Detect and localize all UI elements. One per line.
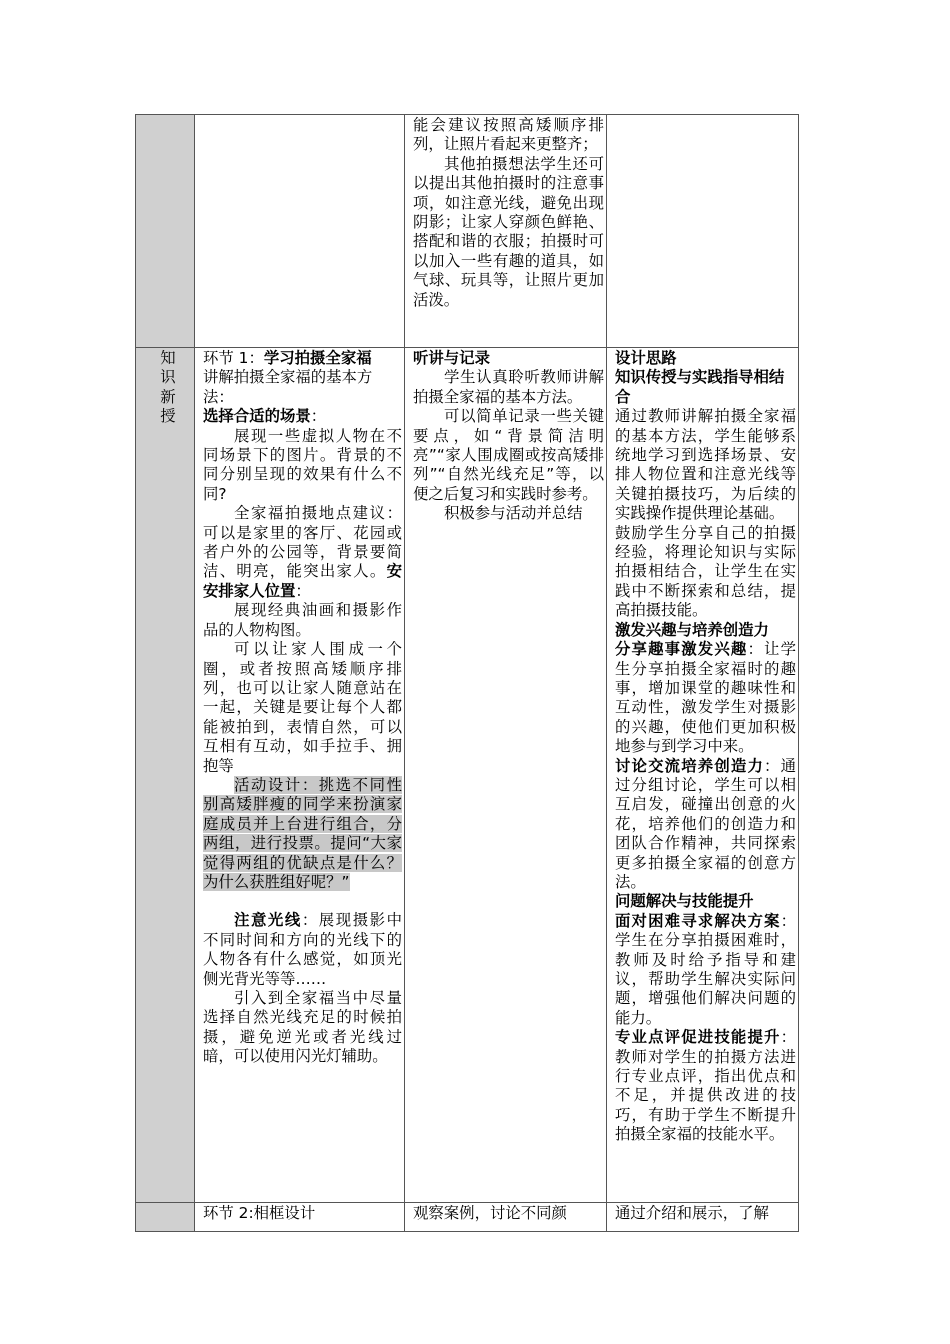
- scene-heading: 选择合适的场景: [203, 407, 311, 426]
- colon: ：: [310, 407, 327, 426]
- table-row-next: [136, 1203, 799, 1232]
- design-rationale-cell: [607, 348, 799, 1203]
- student-text: 学生认真聆听教师讲解拍摄全家福的基本方法。: [413, 368, 604, 406]
- design-heading: 设计思路: [615, 349, 677, 367]
- scene-suggestion: 全家福拍摄地点建议：可以是家里的客厅、花园或者户外的公园等，背景要简洁、明亮，能突出家人。: [203, 504, 402, 581]
- table-row-previous: [136, 115, 799, 348]
- colon: ：: [295, 581, 311, 600]
- arrange-text: 展现经典油画和摄影作品的人物构图。: [203, 601, 402, 639]
- design-group-heading: 激发兴趣与培养创造力: [615, 620, 769, 639]
- design-subheading: 面对困难寻求解决方案: [615, 911, 781, 930]
- design-group-heading: 问题解决与技能提升: [615, 892, 754, 911]
- student-text: 可以简单记录一些关键要点，如“背景简洁明亮”“家人围成圈或按高矮排列”“自然光线充足”等，以便之后复习和实践时参考。: [413, 407, 604, 503]
- table-row-knowledge: [136, 348, 799, 1203]
- next-student-text: 观察案例，讨论不同颜: [405, 1203, 607, 1232]
- design-subheading: 分享趣事激发兴趣: [615, 640, 748, 659]
- design-subheading: 专业点评促进技能提升: [615, 1028, 781, 1047]
- lesson-plan-table: [135, 114, 799, 1232]
- design-subheading: 讨论交流培养创造力: [615, 756, 765, 775]
- step-prefix: 环节 1：: [203, 349, 264, 367]
- design-text: ：学生在分享拍摄困难时，教师及时给予指导和建议，帮助学生解决实际问题，增强他们解决问题的能力。: [615, 911, 796, 1027]
- design-text: ：让学生分享拍摄全家福时的趣事，增加课堂的趣味性和互动性，激发学生对摄影的兴趣，使他们更加积极地参与到学习中来。: [615, 640, 796, 756]
- next-design-text: 通过介绍和展示，了解: [607, 1203, 799, 1232]
- design-cell-empty: [607, 115, 799, 348]
- light-text: ：展现摄影中不同时间和方向的光线下的人物各有什么感觉，如顶光侧光背光等等……: [203, 911, 402, 988]
- arrange-detail: 可以让家人围成一个圈，或者按照高矮顺序排列，也可以让家人随意站在一起，关键是要让每个人都能被拍到，表情自然，可以互相有互动，如手拉手、拥抱等: [203, 640, 402, 775]
- student-text: 其他拍摄想法学生还可以提出其他拍摄时的注意事项，如注意光线，避免出现阴影；让家人穿颜色鲜艳、搭配和谐的衣服；拍摄时可以加入一些有趣的道具，如气球、玩具等，让照片更加活泼。: [413, 154, 604, 309]
- design-text: ：教师对学生的拍摄方法进行专业点评，指出优点和不足，并提供改进的技巧，有助于学生不断提升拍摄全家福的技能水平。: [615, 1028, 796, 1144]
- student-text: 积极参与活动并总结: [444, 504, 583, 523]
- design-group-heading: 知识传授与实践指导相结合: [615, 368, 785, 406]
- light-detail: 引入到全家福当中尽量选择自然光线充足的时候拍摄，避免逆光或者光线过暗，可以使用闪光灯辅助。: [203, 989, 402, 1066]
- student-activity-cell: [405, 348, 607, 1203]
- design-text: ：通过分组讨论，学生可以相互启发，碰撞出创意的火花，培养他们的创造力和团队合作精神，共同探索更多拍摄全家福的创意方法。: [615, 756, 796, 891]
- student-text: 能会建议按照高矮顺序排列，让照片看起来更整齐；: [413, 116, 604, 154]
- arrange-heading: 安安排家人位置: [203, 562, 402, 600]
- activity-question: 提问“大家觉得两组的优缺点是什么？为什么获胜组好呢？”: [203, 834, 402, 891]
- activity-design: 活动设计：挑选不同性别高矮胖瘦的同学来扮演家庭成员并上台进行组合，分两组，进行投票。: [203, 775, 402, 853]
- design-text: 鼓励学生分享自己的拍摄经验，将理论知识与实际拍摄相结合，让学生在实践中不断探索和总结，提高拍摄技能。: [615, 523, 796, 620]
- teacher-cell-empty: [195, 115, 405, 348]
- student-cell-previous: [405, 115, 607, 348]
- section-title: 知识新授: [160, 349, 176, 426]
- light-heading: 注意光线: [234, 911, 302, 930]
- section-title-cell: [136, 348, 195, 1203]
- section-cell-next: [136, 1203, 195, 1232]
- scene-text: 展现一些虚拟人物在不同场景下的图片。背景的不同分别呈现的效果有什么不同?: [203, 426, 402, 503]
- design-text: 通过教师讲解拍摄全家福的基本方法，学生能够系统地学习到选择场景、安排人物位置和注意光线等关键拍摄技巧，为后续的实践操作提供理论基础。: [615, 407, 796, 523]
- step-title: 学习拍摄全家福: [263, 349, 372, 367]
- teacher-activity-cell: [195, 348, 405, 1203]
- intro-text: 讲解拍摄全家福的基本方法：: [203, 368, 373, 406]
- student-heading: 听讲与记录: [413, 349, 490, 367]
- section-cell-empty: [136, 115, 195, 348]
- next-step-title: 环节 2:相框设计: [195, 1203, 405, 1232]
